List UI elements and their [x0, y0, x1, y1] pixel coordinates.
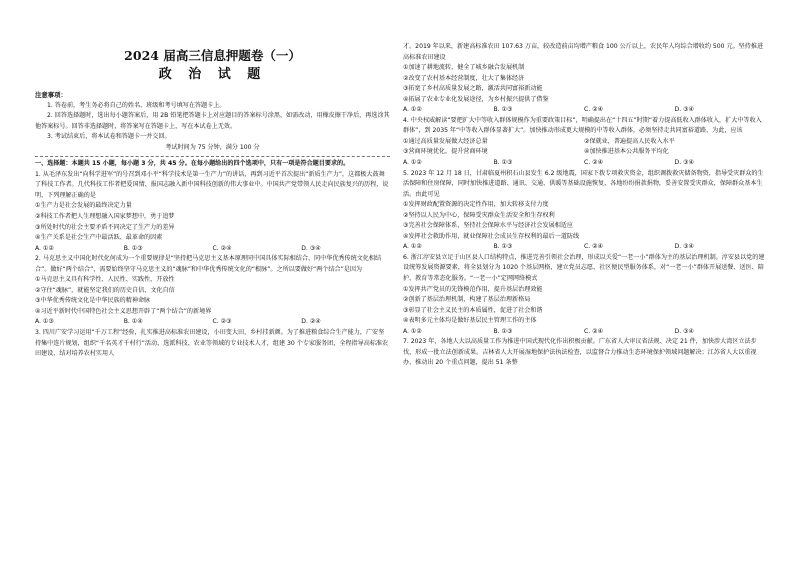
question-option: ③完善社会保障体系，坚持社会保障水平与经济社会发展相适应: [403, 222, 573, 230]
question-option: ④表明多元主体均是做好基层民主管理工作的主体: [403, 317, 537, 325]
question-option: ④发挥社会救助作用，就业保障社会成员生存权利的最后一道防线: [403, 232, 580, 240]
section-heading: 一、选择题：本题共 15 小题，每小题 3 分，共 45 分。在每小题给出的四个选项中，只有一项是符合题目要求的。: [35, 160, 350, 168]
answer-choices: [35, 317, 390, 328]
right-column: [403, 42, 765, 369]
question-option: ①加速了耕地流转，健全了城乡融合发展机制: [403, 64, 525, 72]
answer-choice: C. ②④: [584, 159, 604, 167]
question-option: ④生产关系是社会生产中最活跃、最革命的因素: [35, 234, 163, 242]
answer-choice: B. ①③: [123, 244, 143, 252]
question-option: ①发挥财政配置资源的决定性作用，加大转移支付力度: [403, 201, 549, 209]
question-option: ②守住“魂脉”，就能坚定我们的历史自信、文化自信: [35, 286, 175, 294]
notice-heading: 注意事项：: [35, 91, 67, 99]
divider: [35, 156, 390, 157]
answer-choice: C. ②③: [212, 318, 232, 326]
answer-choice: D. ③④: [674, 243, 694, 251]
notice-item: 3. 考试结束后，将本试卷和答题卡一并交回。: [47, 133, 171, 141]
answer-choice: D. ③④: [301, 244, 321, 252]
answer-choice: A. ①②: [35, 244, 54, 252]
answer-choice: B. ①③: [493, 159, 513, 167]
question-option: ①生产力是社会发展的最终决定力量: [35, 202, 132, 210]
answer-choices: [403, 242, 765, 253]
question-option: ④加快推进基本公共服务平均化: [584, 148, 669, 156]
question-option: ④习近平新时代中国特色社会主义思想开辟了“两个结合”的新境界: [35, 307, 212, 315]
question-option: ③中华优秀传统文化是中华民族的精神命脉: [35, 297, 151, 305]
answer-choice: C. ②④: [584, 106, 604, 114]
answer-choices: [403, 105, 765, 116]
question-option: ①通过高质量发展做大经济总量: [403, 137, 488, 145]
question-stem: 4. 中央权威解读“要把扩大中等收入群体规模作为重要政策目标”，明确提出在“十四五”时期“着力提高低收入群体收入，扩大中等收入群体”，到 2035 年“中等收入群体显著扩大”。加快推动形成更大规模的中等收入群体，必须坚持走共同富裕道路，为此，应该: [403, 116, 762, 135]
question-option: ①发挥共产党员的先锋模范作用，提升基层治理效能: [403, 285, 543, 293]
options-row: [403, 147, 765, 158]
answer-choice: B. ①③: [493, 327, 513, 335]
answer-choices: [403, 158, 765, 169]
answer-choice: B. ①③: [493, 106, 513, 114]
question-option: ③所处时代的社会主要矛盾不同决定了生产力的差异: [35, 223, 175, 231]
answer-choice: A. ①③: [35, 318, 54, 326]
question-stem: 5. 2023 年 12 月 18 日，甘肃临夏州积石山县发生 6.2 级地震，国家下拨专项救灾资金，组织调拨救灾储备物资，指导受灾群众的生活保障和住房保障，同时加快推进道路、通讯、交通、供暖等基础设施恢复，各地纷纷捐款捐物，妥善安置受灾群众，保障群众基本生活。由此可见: [403, 169, 764, 198]
answer-choice: A. ①②: [403, 106, 422, 114]
answer-choice: D. ②④: [301, 318, 321, 326]
question-option: ②科技工作者把人生理想融入国家梦想中，勇于追梦: [35, 213, 175, 221]
question-option: ①马克思主义具有科学性、人民性、实践性、开放性: [35, 276, 175, 284]
exam-info: 考试时间为 75 分钟，满分 100 分: [165, 143, 260, 151]
question-option: ③营商环境优化，提升营商环境: [403, 148, 488, 156]
answer-choices: [35, 244, 390, 255]
answer-choice: C. ②④: [584, 327, 604, 335]
notice-item: 1. 答卷前，考生务必将自己的姓名、班级和考号填写在答题卡上。: [47, 101, 226, 109]
question-option: ④拓展了农业专业化发展途径，为乡村振兴提供了借鉴: [403, 95, 549, 103]
answer-choice: D. ③④: [674, 327, 694, 335]
answer-choice: C. ②④: [584, 243, 604, 251]
answer-choice: B. ①④: [123, 318, 143, 326]
question-stem: 7. 2023 年，各地人大以高质量工作为推进中国式现代化作出积极贡献。广东省人大审议省法规、决定 21 件，加快涉大湾区立法步伐，形成一批立法创新成果。吉林省人大开展湿地保护法执法检查，以监督合力推动生态环境保护领域问题解决；江苏省人大以重视办，推动出 20 个重点问题，提出 51 条整: [403, 338, 757, 367]
answer-choice: D. ③④: [674, 106, 694, 114]
question-option: ②坚持以人民为中心，保障受灾群众生活安全和生存权利: [403, 211, 555, 219]
question-option: ③拓宽了乡村高质量发展之路，激活共同富裕新动能: [403, 85, 543, 93]
answer-choices: [403, 327, 765, 338]
question-option: ②保就业，普遍提高人民收入水平: [584, 137, 675, 145]
answer-choice: C. ②④: [212, 244, 232, 252]
options-row: [403, 137, 765, 148]
question-option: ③彰显了社会主义民主的本质属性，促进了社会和谐: [403, 306, 543, 314]
answer-choice: A. ①②: [403, 327, 422, 335]
answer-choice: D. ③④: [674, 159, 694, 167]
question-stem: 3. 四川广安学习运用“千万工程”经验，扎实推进高标准农田建设，小田变大田，乡村挂新颜。为了推进粮食综合生产能力，广安坚持集中连片规划，组织“千名英才千村行”活动，选派科技、农业等领域的专业技术人才，组建 30 个专家服务团，全程指导高标准农田建设，结对培养农村实用人: [35, 329, 389, 358]
answer-choice: B. ①③: [493, 243, 513, 251]
question-stem: 6. 浙江淳安县立足于山区县人口结构特点，推进完善引领社会治理，形成以关爱“一老一小”群体为主的基层治理机制。淳安县以党的建设统筹发展资源要素，将全县划分为 1020 个基层网格，建立党员志愿、社区便民型服务体系，对“一老一小”群体开展送餐、送医、陪护、教育等常态化服务。“一老一小”定网网络模式: [403, 253, 765, 283]
question-stem: 2. 马克思主义中国化时代化何成为一个重要规律是“坚持把马克思主义基本原理同中国具体实际相结合、同中华优秀传统文化相结合”。做好“两个结合”，需要始终坚守马克思主义的“魂脉”和中华优秀传统文化的“根脉”。之所以要做好“两个结合”是因为: [35, 255, 382, 273]
exam-title: 2024 届高三信息押题卷（一）: [124, 48, 301, 63]
answer-choice: A. ①②: [403, 243, 422, 251]
answer-choice: A. ①②: [403, 159, 422, 167]
question-stem: 1. 从毛泽东发出“向科学进军”的号召到邓小平“科学技术是第一生产力”的讲话，再到习近平首次提出“新质生产力”，这都极大鼓舞了科技工作者。几代科技工作者把爱国情、报国志融入新中国科技创新的伟大事业中。中国共产党带领人民走向民族复兴的历程，说明，下列理解正确的是: [35, 170, 389, 199]
exam-subtitle: 政 治 试 题: [158, 67, 267, 82]
question-stem: 才。2019 年以来，新建高标准农田 107.63 万亩，较改造前亩均增产粮食 100 公斤以上，农民年人均综合增收约 500 元。坚持推进高标准农田建设: [403, 43, 764, 61]
left-column: [35, 40, 390, 360]
question-option: ②改变了农村基本经营制度，壮大了集体经济: [403, 74, 525, 82]
question-option: ②创新了基层治理机制，构建了基层治理新格局: [403, 296, 531, 304]
notice-item: 2. 回答选择题时，选出每小题答案后，用 2B 铅笔把答题卡上对应题目的答案标号涂黑，如需改动，用橡皮擦干净后，再选涂其他答案标号。回答非选择题时，将答案写在答题卡上，写在本试卷上无效。: [35, 112, 390, 130]
